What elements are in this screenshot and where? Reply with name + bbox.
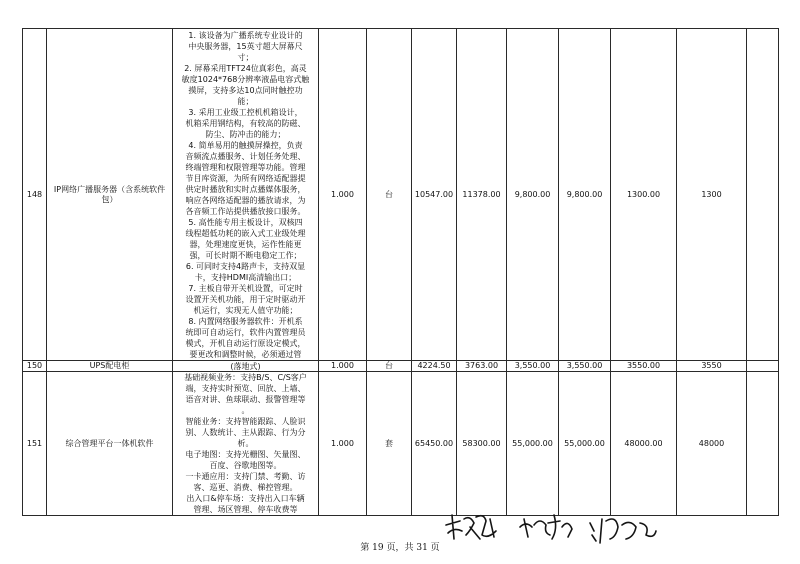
description-line: 统即可自动运行，软件内置管理员: [185, 327, 306, 337]
description-line: 各音频工作站提供播放接口服务。: [185, 206, 306, 216]
description-line: 百度、谷歌地图等。: [209, 461, 282, 470]
description-line: 8. 内置网络服务器软件：开机系: [188, 316, 303, 326]
description-line: 模式，开机自动运行原设定模式，: [185, 338, 306, 348]
description-line: 摸屏，支持多达10点同时触控功: [188, 85, 303, 95]
description-line: 机运行，实现无人值守功能；: [193, 305, 298, 315]
description-line: 5. 高性能专用主板设计，双核四: [188, 217, 303, 227]
description-line: 终端管理和权限管理等功能。管理: [185, 162, 306, 172]
price-value-5: 1300.00: [611, 29, 677, 361]
price-value-5: 48000.00: [611, 372, 677, 516]
description-line: (落地式): [230, 361, 261, 371]
description-line: 1. 该设备为广播系统专业设计的: [188, 30, 303, 40]
price-value-6: 3550: [677, 361, 747, 372]
page-footer: 第 19 页，共 31 页: [360, 543, 440, 553]
unit: 套: [367, 372, 412, 516]
table-row: [23, 372, 779, 516]
price-value-1: 65450.00: [412, 372, 457, 516]
description-line: 电子地图：支持光栅图、矢量图、: [185, 450, 306, 459]
description-line: 中央服务器，15英寸超大屏幕尺: [188, 41, 303, 51]
item-name: UPS配电柜: [47, 361, 173, 372]
description-line: 节目库资源，为所有网络适配器提: [185, 173, 306, 183]
table-row: [23, 29, 779, 361]
price-value-2: 3763.00: [457, 361, 507, 372]
price-value-3: 55,000.00: [507, 372, 559, 516]
description-line: 响应各网络适配器的播放请求，为: [185, 195, 306, 205]
price-value-6: 1300: [677, 29, 747, 361]
description-line: 寸；: [237, 52, 254, 62]
remarks-cell: [747, 29, 779, 361]
description-line: 能；: [237, 96, 254, 106]
description-line: 线程超低功耗的嵌入式工业级处理: [185, 228, 306, 238]
description-line: 一卡通应用：支持门禁、考勤、访: [185, 472, 306, 481]
description-line: 客、巡更、消费、梯控管理。: [193, 483, 298, 492]
row-number: 151: [23, 372, 47, 516]
description-line: 管理、场区管理、停车收费等: [193, 505, 298, 514]
price-value-4: 9,800.00: [559, 29, 611, 361]
description-line: 供定时播放和实时点播媒体服务，: [185, 184, 306, 194]
price-value-1: 10547.00: [412, 29, 457, 361]
description-line: 音频流点播服务、计划任务处理、: [185, 151, 306, 161]
description-line: 机箱采用钢结构，有较高的防磁、: [185, 118, 306, 128]
description-line: 出入口&停车场：支持出入口车辆: [186, 494, 305, 503]
remarks-cell: [747, 372, 779, 516]
description-line: 4. 简单易用的触摸屏操控，负责: [188, 140, 303, 150]
table-row: [23, 361, 779, 372]
description-line: 设置开关机功能，用于定时驱动开: [185, 294, 306, 304]
price-value-5: 3550.00: [611, 361, 677, 372]
price-value-3: 9,800.00: [507, 29, 559, 361]
quantity: 1.000: [319, 372, 367, 516]
item-description: [173, 361, 319, 372]
description-line: 卡，支持HDMI高清输出口；: [194, 272, 297, 282]
description-line: 析。: [237, 439, 254, 448]
price-table: [22, 28, 779, 516]
description-line: 智能业务：支持智能跟踪、人脸识: [185, 417, 306, 426]
row-number: 150: [23, 361, 47, 372]
price-value-1: 4224.50: [412, 361, 457, 372]
item-name: 综合管理平台一体机软件: [47, 372, 173, 516]
description-line: 强，可长时期不断电稳定工作；: [189, 250, 302, 260]
description-line: 要更改和调整时候，必须通过管: [189, 349, 302, 359]
price-value-2: 58300.00: [457, 372, 507, 516]
item-name: IP网络广播服务器（含系统软件包）: [47, 29, 173, 361]
description-line: 别、人数统计、主从跟踪、行为分: [185, 428, 306, 437]
description-line: 7. 主板自带开关机设置，可定时: [188, 283, 303, 293]
item-description: [173, 372, 319, 516]
unit: 台: [367, 29, 412, 361]
description-line: 。: [241, 406, 250, 415]
item-description: [173, 29, 319, 361]
description-line: 6. 可同时支持4路声卡，支持双显: [185, 261, 306, 271]
description-line: 器，处理速度更快，运作性能更: [189, 239, 302, 249]
description-line: 防尘、防冲击的能力；: [205, 129, 286, 139]
quantity: 1.000: [319, 361, 367, 372]
description-line: 3. 采用工业级工控机机箱设计，: [188, 107, 303, 117]
quantity: 1.000: [319, 29, 367, 361]
description-line: 基础视频业务：支持B/S、C/S客户: [184, 373, 307, 382]
description-line: 2. 屏幕采用TFT24位真彩色，高灵: [184, 63, 307, 73]
unit: 台: [367, 361, 412, 372]
price-value-6: 48000: [677, 372, 747, 516]
price-value-4: 55,000.00: [559, 372, 611, 516]
price-value-2: 11378.00: [457, 29, 507, 361]
description-line: 敏度1024*768分辨率液晶电容式触: [181, 74, 310, 84]
remarks-cell: [747, 361, 779, 372]
price-value-4: 3,550.00: [559, 361, 611, 372]
description-line: 端，支持实时预览、回放、上墙、: [185, 384, 306, 393]
price-value-3: 3,550.00: [507, 361, 559, 372]
description-line: 语音对讲、鱼球联动、报警管理等: [185, 395, 306, 404]
row-number: 148: [23, 29, 47, 361]
